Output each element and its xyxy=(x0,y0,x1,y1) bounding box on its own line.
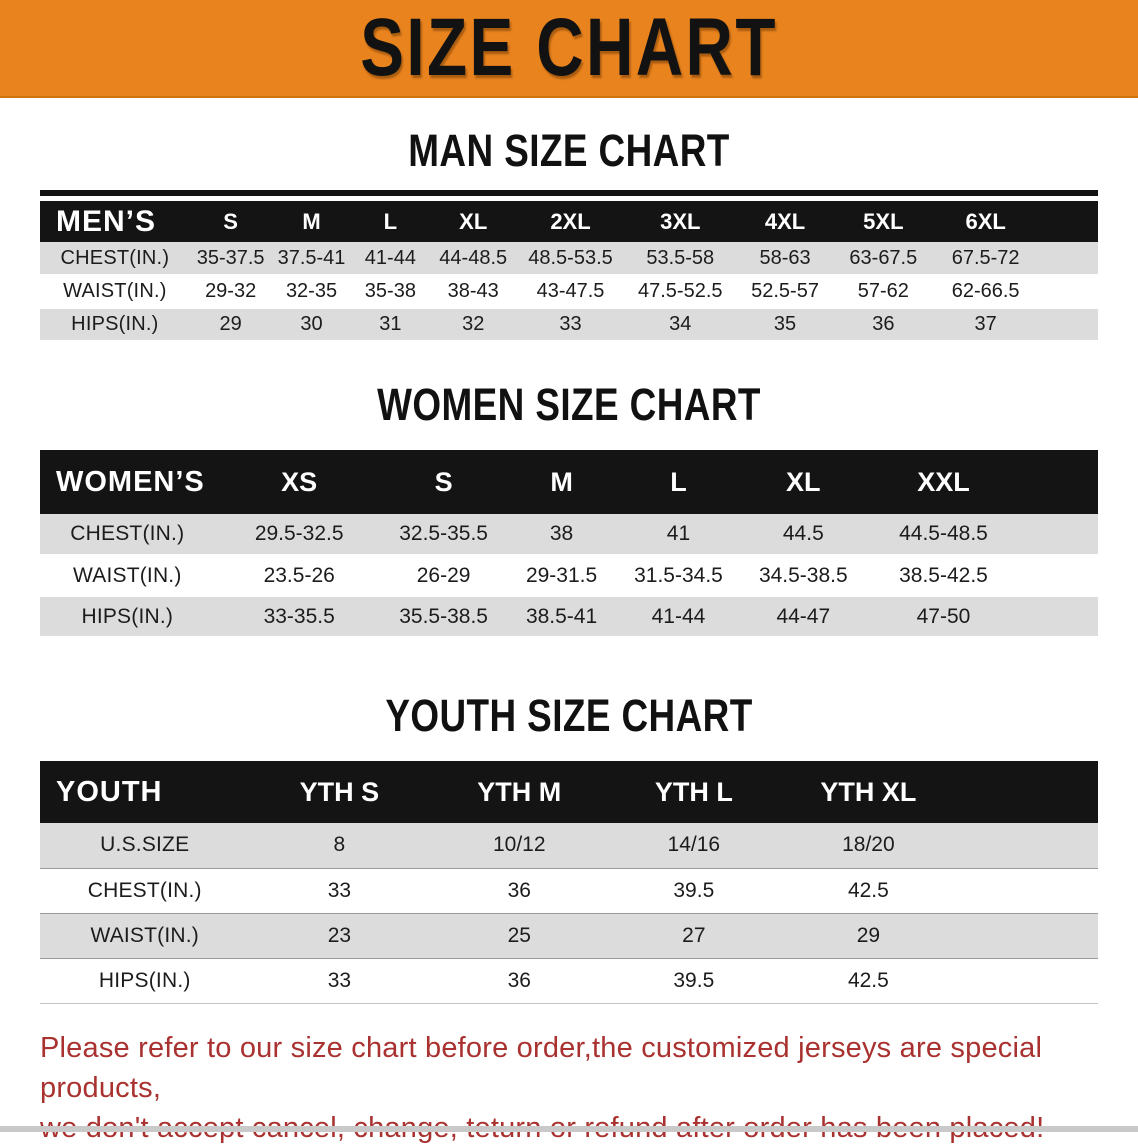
cell-spacer xyxy=(1038,308,1098,341)
size-cell: 33 xyxy=(517,308,624,341)
size-cell: 25 xyxy=(429,913,609,958)
size-cell: 67.5-72 xyxy=(933,242,1038,275)
size-cell: 42.5 xyxy=(778,868,958,913)
size-cell: 38.5-41 xyxy=(503,596,619,637)
size-cell: 42.5 xyxy=(778,958,958,1003)
size-column-header: S xyxy=(190,201,272,242)
row-label: CHEST(IN.) xyxy=(40,868,249,913)
women-header-row xyxy=(40,450,1098,514)
size-cell: 44-47 xyxy=(737,596,869,637)
size-cell: 52.5-57 xyxy=(737,275,834,308)
cell-spacer xyxy=(1038,275,1098,308)
women-group-label: WOMEN’S xyxy=(40,450,215,514)
cell-spacer xyxy=(1038,242,1098,275)
size-cell: 8 xyxy=(249,823,429,868)
size-cell: 29.5-32.5 xyxy=(215,514,384,555)
row-label: WAIST(IN.) xyxy=(40,275,190,308)
youth-section-heading: YOUTH SIZE CHART xyxy=(385,690,753,741)
size-column-header: XL xyxy=(737,450,869,514)
size-column-header: XL xyxy=(429,201,517,242)
table-row xyxy=(40,514,1098,555)
cell-spacer xyxy=(958,913,1098,958)
table-row xyxy=(40,823,1098,868)
size-cell: 36 xyxy=(429,958,609,1003)
size-cell: 39.5 xyxy=(609,958,778,1003)
size-cell: 43-47.5 xyxy=(517,275,624,308)
size-cell: 32-35 xyxy=(272,275,352,308)
size-cell: 33 xyxy=(249,868,429,913)
size-cell: 38 xyxy=(503,514,619,555)
size-cell: 26-29 xyxy=(384,555,504,596)
size-cell: 36 xyxy=(429,868,609,913)
youth-group-label: YOUTH xyxy=(40,761,249,823)
size-cell: 35-38 xyxy=(351,275,429,308)
size-column-header: S xyxy=(384,450,504,514)
youth-header-row xyxy=(40,761,1098,823)
row-label: HIPS(IN.) xyxy=(40,958,249,1003)
size-cell: 31.5-34.5 xyxy=(620,555,737,596)
size-cell: 34.5-38.5 xyxy=(737,555,869,596)
size-cell: 48.5-53.5 xyxy=(517,242,624,275)
size-column-header: YTH M xyxy=(429,761,609,823)
size-column-header: L xyxy=(620,450,737,514)
size-column-header: XS xyxy=(215,450,384,514)
size-cell: 23 xyxy=(249,913,429,958)
size-column-header: YTH S xyxy=(249,761,429,823)
cell-spacer xyxy=(1018,555,1098,596)
women-size-table xyxy=(40,450,1098,638)
youth-size-table xyxy=(40,761,1098,1004)
size-cell: 33-35.5 xyxy=(215,596,384,637)
size-cell: 41-44 xyxy=(351,242,429,275)
table-row xyxy=(40,308,1098,341)
size-cell: 29-32 xyxy=(190,275,272,308)
size-cell: 29 xyxy=(190,308,272,341)
size-cell: 44.5 xyxy=(737,514,869,555)
bottom-edge-strip xyxy=(0,1126,1138,1132)
header-spacer xyxy=(1018,450,1098,514)
size-cell: 34 xyxy=(624,308,737,341)
size-column-header: M xyxy=(503,450,619,514)
size-cell: 58-63 xyxy=(737,242,834,275)
size-cell: 33 xyxy=(249,958,429,1003)
size-cell: 44.5-48.5 xyxy=(869,514,1017,555)
men-size-table-wrap xyxy=(40,190,1098,342)
row-label: HIPS(IN.) xyxy=(40,308,190,341)
cell-spacer xyxy=(958,868,1098,913)
size-column-header: YTH XL xyxy=(778,761,958,823)
size-cell: 41-44 xyxy=(620,596,737,637)
cell-spacer xyxy=(958,823,1098,868)
men-section-heading: MAN SIZE CHART xyxy=(408,125,730,176)
table-row xyxy=(40,958,1098,1003)
size-cell: 63-67.5 xyxy=(833,242,933,275)
size-cell: 31 xyxy=(351,308,429,341)
table-row xyxy=(40,596,1098,637)
size-cell: 37.5-41 xyxy=(272,242,352,275)
size-cell: 32.5-35.5 xyxy=(384,514,504,555)
table-row xyxy=(40,913,1098,958)
banner-title: SIZE CHART xyxy=(360,2,778,93)
cell-spacer xyxy=(958,958,1098,1003)
women-section-heading: WOMEN SIZE CHART xyxy=(377,379,761,430)
row-label: CHEST(IN.) xyxy=(40,242,190,275)
size-cell: 38.5-42.5 xyxy=(869,555,1017,596)
size-cell: 47-50 xyxy=(869,596,1017,637)
size-column-header: 3XL xyxy=(624,201,737,242)
size-column-header: 6XL xyxy=(933,201,1038,242)
row-label: WAIST(IN.) xyxy=(40,555,215,596)
size-cell: 62-66.5 xyxy=(933,275,1038,308)
content-area xyxy=(0,126,1138,1004)
size-column-header: 2XL xyxy=(517,201,624,242)
header-spacer xyxy=(958,761,1098,823)
size-cell: 35-37.5 xyxy=(190,242,272,275)
table-row xyxy=(40,242,1098,275)
size-cell: 32 xyxy=(429,308,517,341)
size-cell: 41 xyxy=(620,514,737,555)
size-cell: 10/12 xyxy=(429,823,609,868)
size-cell: 57-62 xyxy=(833,275,933,308)
row-label: U.S.SIZE xyxy=(40,823,249,868)
header-spacer xyxy=(1038,201,1098,242)
men-size-table xyxy=(40,201,1098,342)
size-cell: 18/20 xyxy=(778,823,958,868)
size-cell: 29 xyxy=(778,913,958,958)
table-row xyxy=(40,868,1098,913)
disclaimer-line-1: Please refer to our size chart before order,the customized jerseys are special products, xyxy=(40,1031,1043,1104)
size-cell: 38-43 xyxy=(429,275,517,308)
size-cell: 47.5-52.5 xyxy=(624,275,737,308)
size-cell: 27 xyxy=(609,913,778,958)
size-cell: 30 xyxy=(272,308,352,341)
size-cell: 53.5-58 xyxy=(624,242,737,275)
cell-spacer xyxy=(1018,596,1098,637)
size-column-header: M xyxy=(272,201,352,242)
size-cell: 35.5-38.5 xyxy=(384,596,504,637)
size-cell: 23.5-26 xyxy=(215,555,384,596)
size-column-header: XXL xyxy=(869,450,1017,514)
cell-spacer xyxy=(1018,514,1098,555)
size-chart-banner xyxy=(0,0,1138,98)
men-group-label: MEN’S xyxy=(40,201,190,242)
size-cell: 36 xyxy=(833,308,933,341)
row-label: HIPS(IN.) xyxy=(40,596,215,637)
size-column-header: 5XL xyxy=(833,201,933,242)
table-row xyxy=(40,275,1098,308)
size-cell: 39.5 xyxy=(609,868,778,913)
size-column-header: 4XL xyxy=(737,201,834,242)
table-row xyxy=(40,555,1098,596)
row-label: CHEST(IN.) xyxy=(40,514,215,555)
row-label: WAIST(IN.) xyxy=(40,913,249,958)
men-header-row xyxy=(40,201,1098,242)
size-cell: 29-31.5 xyxy=(503,555,619,596)
size-cell: 44-48.5 xyxy=(429,242,517,275)
size-column-header: L xyxy=(351,201,429,242)
size-column-header: YTH L xyxy=(609,761,778,823)
size-cell: 35 xyxy=(737,308,834,341)
size-cell: 14/16 xyxy=(609,823,778,868)
size-cell: 37 xyxy=(933,308,1038,341)
